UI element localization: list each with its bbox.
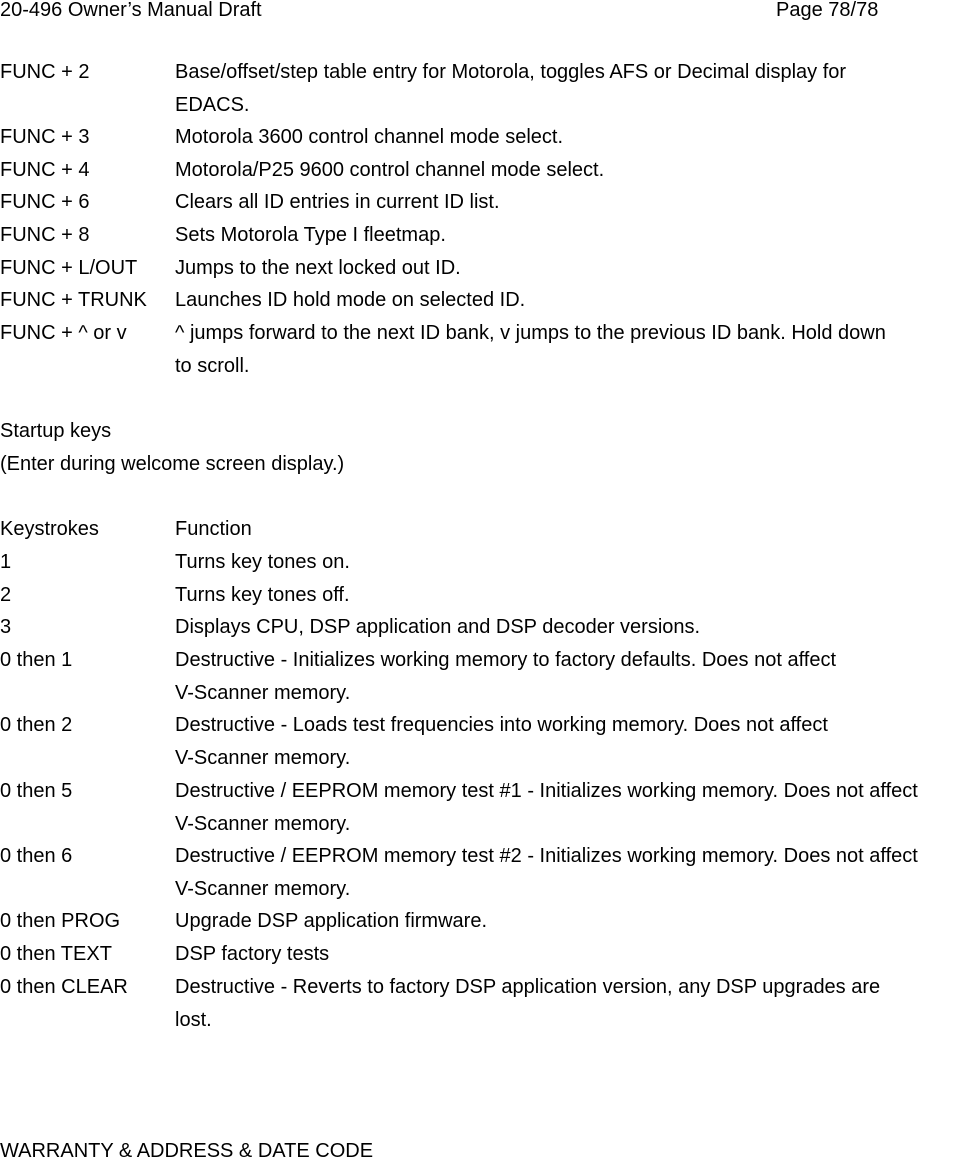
func-key: FUNC + 6 bbox=[0, 191, 90, 213]
func-key: FUNC + 3 bbox=[0, 126, 90, 148]
startup-row bbox=[0, 579, 978, 612]
startup-section-subtitle: (Enter during welcome screen display.) bbox=[0, 453, 345, 475]
startup-row bbox=[0, 709, 978, 774]
column-header-keystrokes: Keystrokes bbox=[0, 518, 99, 540]
description-line: V-Scanner memory. bbox=[175, 812, 351, 835]
startup-description bbox=[175, 938, 978, 971]
startup-row bbox=[0, 775, 978, 840]
func-description bbox=[175, 186, 978, 219]
description-line: V-Scanner memory. bbox=[175, 746, 351, 769]
description-line: to scroll. bbox=[175, 354, 250, 377]
func-description bbox=[175, 252, 978, 285]
startup-key: 0 then 1 bbox=[0, 649, 73, 671]
func-row bbox=[0, 252, 978, 285]
func-description bbox=[175, 56, 978, 121]
startup-key: 0 then CLEAR bbox=[0, 976, 128, 998]
column-header-function-wrap bbox=[175, 513, 978, 546]
func-row bbox=[0, 154, 978, 187]
func-key: FUNC + ^ or v bbox=[0, 322, 127, 344]
description-line: Sets Motorola Type I fleetmap. bbox=[175, 224, 446, 246]
startup-description bbox=[175, 905, 978, 938]
description-line: V-Scanner memory. bbox=[175, 877, 351, 900]
startup-key: 2 bbox=[0, 584, 12, 606]
startup-description bbox=[175, 546, 978, 579]
startup-key: 3 bbox=[0, 616, 12, 638]
startup-description bbox=[175, 579, 978, 612]
startup-description bbox=[175, 971, 978, 1036]
startup-description bbox=[175, 840, 978, 905]
description-line: Turns key tones on. bbox=[175, 551, 350, 573]
startup-description bbox=[175, 775, 978, 840]
description-line: Destructive / EEPROM memory test #2 - Initializes working memory. Does not affect bbox=[175, 845, 918, 867]
description-line: Base/offset/step table entry for Motorola, toggles AFS or Decimal display for bbox=[175, 61, 847, 83]
func-description bbox=[175, 121, 978, 154]
func-row bbox=[0, 121, 978, 154]
description-line: Motorola 3600 control channel mode select. bbox=[175, 126, 564, 148]
column-header-function: Function bbox=[175, 518, 252, 540]
page-footer: WARRANTY & ADDRESS & DATE CODE bbox=[0, 1140, 374, 1162]
description-line: lost. bbox=[175, 1008, 212, 1031]
description-line: Destructive / EEPROM memory test #1 - Initializes working memory. Does not affect bbox=[175, 780, 918, 802]
header-page-number: Page 78/78 bbox=[776, 0, 879, 21]
func-key: FUNC + L/OUT bbox=[0, 257, 138, 279]
startup-key: 0 then 6 bbox=[0, 845, 73, 867]
func-row bbox=[0, 284, 978, 317]
description-line: Destructive - Loads test frequencies into working memory. Does not affect bbox=[175, 714, 828, 736]
startup-section-title: Startup keys bbox=[0, 420, 112, 442]
startup-key: 0 then PROG bbox=[0, 910, 121, 932]
func-key: FUNC + 4 bbox=[0, 159, 90, 181]
func-description bbox=[175, 317, 978, 382]
description-line: Upgrade DSP application firmware. bbox=[175, 910, 488, 932]
startup-key: 0 then 2 bbox=[0, 714, 73, 736]
description-line: V-Scanner memory. bbox=[175, 681, 351, 704]
startup-description bbox=[175, 644, 978, 709]
startup-row bbox=[0, 611, 978, 644]
startup-row bbox=[0, 840, 978, 905]
func-row bbox=[0, 219, 978, 252]
func-description bbox=[175, 154, 978, 187]
func-key: FUNC + 8 bbox=[0, 224, 90, 246]
func-row bbox=[0, 186, 978, 219]
func-row bbox=[0, 317, 978, 382]
startup-key: 1 bbox=[0, 551, 12, 573]
table-header bbox=[0, 513, 978, 546]
startup-description bbox=[175, 709, 978, 774]
description-line: Destructive - Initializes working memory to factory defaults. Does not affect bbox=[175, 649, 837, 671]
startup-key: 0 then TEXT bbox=[0, 943, 112, 965]
description-line: ^ jumps forward to the next ID bank, v jumps to the previous ID bank. Hold down bbox=[175, 322, 886, 344]
description-line: Turns key tones off. bbox=[175, 584, 350, 606]
startup-key: 0 then 5 bbox=[0, 780, 73, 802]
func-description bbox=[175, 219, 978, 252]
startup-row bbox=[0, 546, 978, 579]
description-line: Clears all ID entries in current ID list. bbox=[175, 191, 500, 213]
description-line: Launches ID hold mode on selected ID. bbox=[175, 289, 526, 311]
description-line: DSP factory tests bbox=[175, 943, 330, 965]
description-line: Displays CPU, DSP application and DSP decoder versions. bbox=[175, 616, 701, 638]
startup-description bbox=[175, 611, 978, 644]
startup-row bbox=[0, 905, 978, 938]
header-doc-title: 20-496 Owner’s Manual Draft bbox=[0, 0, 262, 21]
description-line: EDACS. bbox=[175, 93, 250, 116]
startup-row bbox=[0, 938, 978, 971]
startup-row bbox=[0, 971, 978, 1036]
func-key: FUNC + TRUNK bbox=[0, 289, 147, 311]
description-line: Motorola/P25 9600 control channel mode select. bbox=[175, 159, 605, 181]
func-description bbox=[175, 284, 978, 317]
description-line: Destructive - Reverts to factory DSP application version, any DSP upgrades are bbox=[175, 976, 881, 998]
description-line: Jumps to the next locked out ID. bbox=[175, 257, 461, 279]
func-key: FUNC + 2 bbox=[0, 61, 90, 83]
startup-row bbox=[0, 644, 978, 709]
func-row bbox=[0, 56, 978, 121]
